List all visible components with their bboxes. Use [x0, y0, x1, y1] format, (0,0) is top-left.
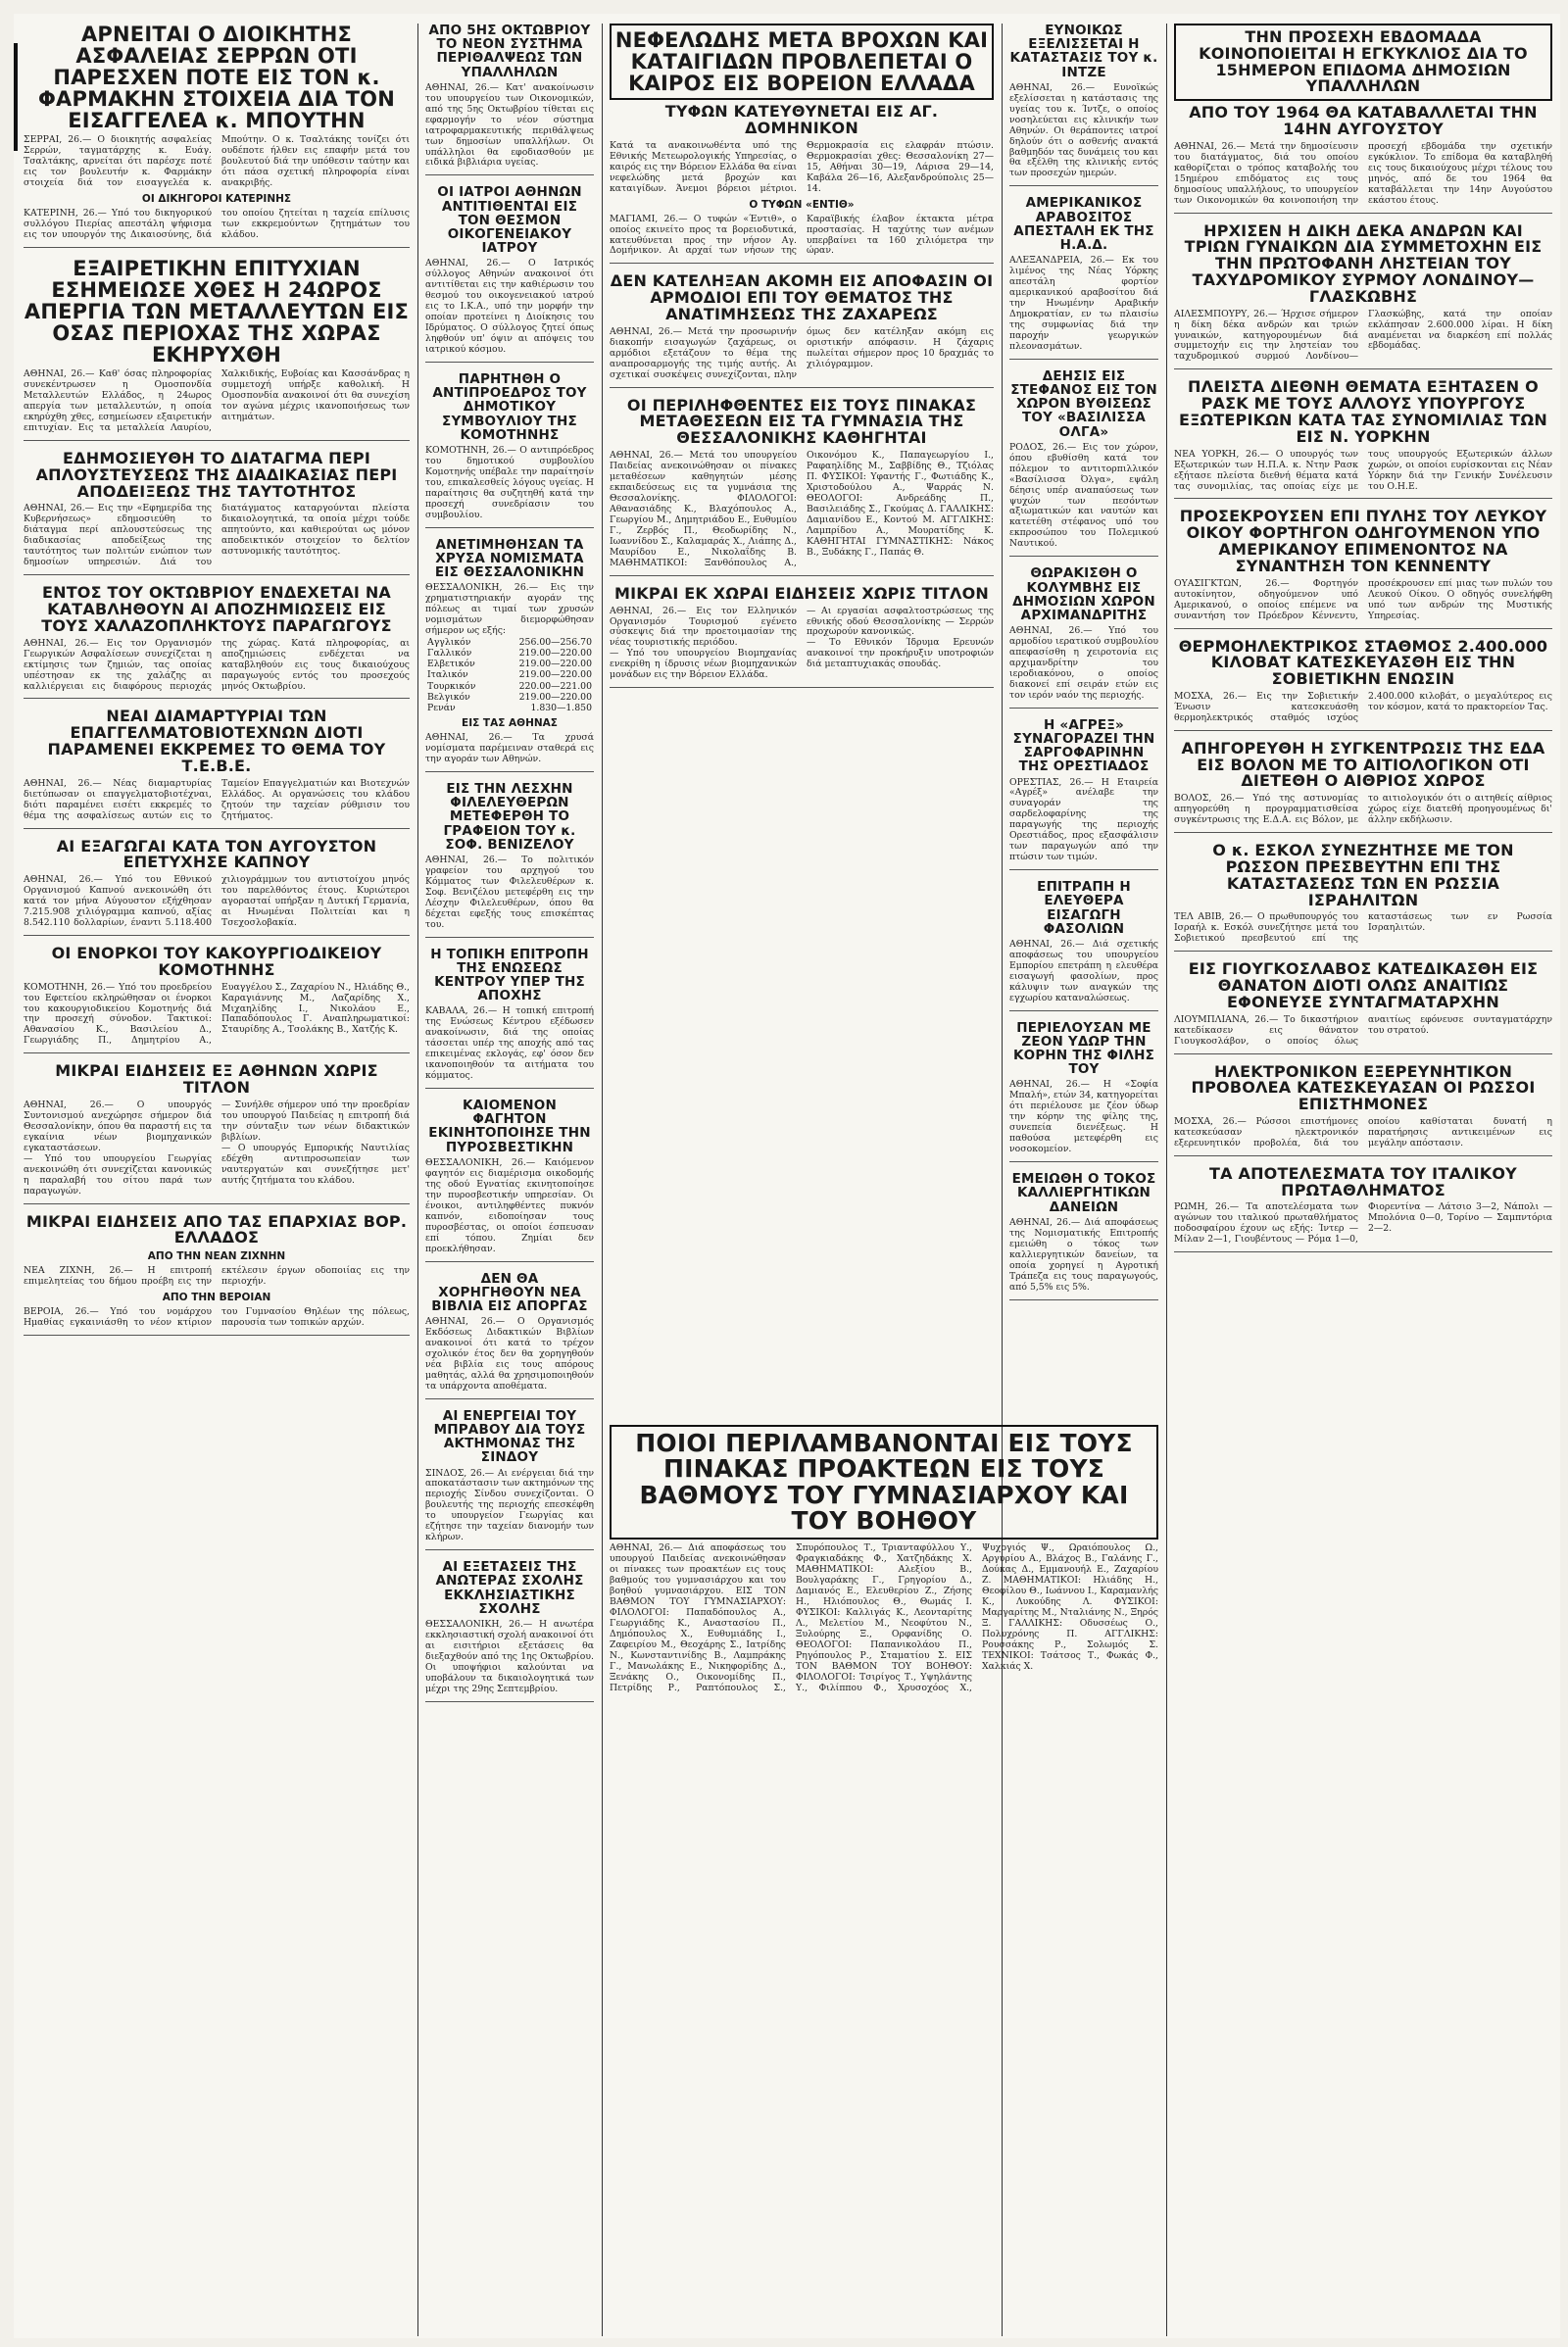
price-row — [425, 681, 594, 692]
article-body: ΑΘΗΝΑΙ, 26.— Μετά την προσωρινήν διακοπήν εισαγωγών ζαχάρεως, οι αρμόδιοι εξετάζουν το θέμα της αναπροσαρμογής της τιμής αυτής. Αι σχετικαί συσκέψεις συνεχίζονται, πλην όμως δεν κατέληξαν ακόμη εις οριστικήν απόφασιν. Η ζάχαρις πωλείται σήμερον προς 10 δραχμάς το χιλιόγραμμον. — [610, 325, 994, 380]
coin-price: 219.00—220.00 — [518, 691, 592, 703]
article — [24, 258, 410, 441]
column-b — [419, 24, 600, 2336]
article — [24, 1211, 410, 1336]
article-body: ΑΘΗΝΑΙ, 26.— Διά αποφάσεως της Νομισματικής Επιτροπής εμειώθη ο τόκος των καλλιεργητικών δανείων, τα οποία χορηγεί η Αγροτική Τράπεζα εις τους παραγωγούς, από 5,5% εις 5%. — [1009, 1216, 1158, 1293]
article — [425, 1099, 594, 1261]
article — [425, 948, 594, 1089]
gold-coin-price-table — [425, 637, 594, 713]
article — [1009, 1172, 1158, 1299]
article-body: ΑΘΗΝΑΙ, 26.— Κατ' ανακοίνωσιν του υπουργείου των Οικονομικών, από της 5ης Οκτωβρίου τίθεται εις εφαρμογήν το νέον σύστημα ιατροφαρμακευτικής περιθάλψεως των δημοσίων υπαλλήλων. Οι υπάλληλοι θα εφοδιασθούν με ειδικά βιβλιάρια υγείας. — [425, 81, 594, 169]
headline: ΑΙ ΕΝΕΡΓΕΙΑΙ ΤΟΥ ΜΠΡΑΒΟΥ ΔΙΑ ΤΟΥΣ ΑΚΤΗΜΟΝΑΣ ΤΗΣ ΣΙΝΔΟΥ — [433, 1407, 586, 1466]
subheading: ΑΠΟ ΤΗΝ ΒΕΡΟΙΑΝ — [162, 1292, 271, 1304]
article-body: ΤΕΛ ΑΒΙΒ, 26.— Ο πρωθυπουργός του Ισραήλ κ. Εσκόλ συνεζήτησε μετά του Σοβιετικού πρεσβευτού επί της καταστάσεως των εν Ρωσσία Ισραηλιτών. — [1174, 911, 1552, 945]
article-body: ΚΟΜΟΤΗΝΗ, 26.— Υπό του προεδρείου του Εφετείου εκληρώθησαν οι ένορκοι του κακουργιοδικείου Κομοτηνής διά την προσεχή σύνοδον. Τακτικοί: Αθανασίου Κ., Βασιλείου Δ., Γεωργιάδης Π., Δημητρίου Α., Ευαγγέλου Σ., Ζαχαρίου Ν., Ηλιάδης Θ., Καραγιάννης Μ., Λαζαρίδης Χ., Μιχαηλίδης Ι., Νικολάου Ε., Παπαδόπουλος Γ. Αναπληρωματικοί: Σταυρίδης Α., Τσολάκης Β., Χατζής Κ. — [24, 981, 410, 1047]
article — [1174, 1061, 1552, 1156]
price-row — [425, 703, 594, 713]
wide-article-block — [604, 1425, 1164, 2336]
article-body: ΑΘΗΝΑΙ, 26.— Διά αποφάσεως του υπουργού Παιδείας ανεκοινώθησαν οι πίνακες των προακτέων εις τους βαθμούς του γυμνασιάρχου και του βοηθού γυμνασιάρχου. ΕΙΣ ΤΟΝ ΒΑΘΜΟΝ ΤΟΥ ΓΥΜΝΑΣΙΑΡΧΟΥ: ΦΙΛΟΛΟΓΟΙ: Παπαδόπουλος Α., Γεωργιάδης Κ., Αναστασίου Π., Δημόπουλος Χ., Ευθυμιάδης Ι., Ζαφειρίου Μ., Θεοχάρης Σ., Ιατρίδης Ν., Κωνσταντινίδης Β., Λαμπράκης Γ., Μανωλάκης Ε., Νικηφορίδης Δ., Ξενάκης Ο., Οικονομίδης Π., Πετρίδης Ρ., Ραπτόπουλος Σ., Σπυρόπουλος Τ., Τριανταφύλλου Υ., Φραγκιαδάκης Φ., Χατζηδάκης Χ. ΜΑΘΗΜΑΤΙΚΟΙ: Αλεξίου Β., Βουλγαράκης Γ., Γρηγορίου Δ., Δαμιανός Ε., Ελευθερίου Ζ., Ζήσης Η., Ηλιόπουλος Θ., Θωμάς Ι. ΦΥΣΙΚΟΙ: Καλλιγάς Κ., Λεονταρίτης Λ., Μελετίου Μ., Νεοφύτου Ν., Ξυλούρης Ξ., Ορφανίδης Ο. ΘΕΟΛΟΓΟΙ: Παπανικολάου Π., Ρηγόπουλος Ρ., Σταματίου Σ. ΕΙΣ ΤΟΝ ΒΑΘΜΟΝ ΤΟΥ ΒΟΗΘΟΥ: ΦΙΛΟΛΟΓΟΙ: Τσιρίγος Τ., Υψηλάντης Υ., Φιλίππου Φ., Χρυσοχόος Χ., Ψυχογιός Ψ., Ωραιόπουλος Ω., Αργυρίου Α., Βλάχος Β., Γαλάνης Γ., Δούκας Δ., Εμμανουήλ Ε., Ζαχαρίου Ζ. ΜΑΘΗΜΑΤΙΚΟΙ: Ηλιάδης Η., Θεοφίλου Θ., Ιωάννου Ι., Καραμανλής Κ., Λυκούδης Λ. ΦΥΣΙΚΟΙ: Μαργαρίτης Μ., Νταλιάνης Ν., Ξηρός Ξ. ΓΑΛΛΙΚΗΣ: Οδυσσέως Ο., Πολυχρόνης Π. ΑΓΓΛΙΚΗΣ: Ρουσσάκης Ρ., Σολωμός Σ. ΤΕΧΝΙΚΟΙ: Τσάτσος Τ., Φωκάς Φ., Χαλκιάς Χ. — [610, 1542, 1158, 1693]
column-d — [1004, 24, 1164, 1415]
headline: ΜΙΚΡΑΙ ΕΙΔΗΣΕΙΣ ΕΞ ΑΘΗΝΩΝ ΧΩΡΙΣ ΤΙΤΛΟΝ — [55, 1061, 378, 1098]
headline: ΤΑ ΑΠΟΤΕΛΕΣΜΑΤΑ ΤΟΥ ΙΤΑΛΙΚΟΥ ΠΡΩΤΑΘΛΗΜΑΤΟΣ — [1209, 1163, 1517, 1199]
subheading: ΑΠΟ ΤΗΝ ΝΕΑΝ ΖΙΧΝΗΝ — [147, 1250, 286, 1263]
coin-price: 220.00—221.00 — [518, 680, 592, 692]
article-body: ΑΘΗΝΑΙ, 26.— Μετά την δημοσίευσιν του διατάγματος, διά του οποίου καθορίζεται ο τρόπος καταβολής του 15ημέρου επιδόματος εις τους δημοσίους υπαλλήλους, το υπουργείον των Οικονομικών θα κοινοποιήση την προσεχή εβδομάδα την σχετικήν εγκύκλιον. Το επίδομα θα καταβληθή εις τους δικαιούχους μέχρι τέλους του μηνός, από δε του 1964 θα καταβάλλεται την 14ην Αυγούστου εκάστου έτους. — [1174, 140, 1552, 206]
coin-price: 1.830—1.850 — [530, 702, 592, 713]
article-body: Κατά τα ανακοινωθέντα υπό της Εθνικής Μετεωρολογικής Υπηρεσίας, ο καιρός εις την Βόρειον Ελλάδα θα είναι νεφελώδης μετά βροχών και καταιγίδων. Άνεμοι βόρειοι μέτριοι. Θερμοκρασία εις ελαφράν πτώσιν. Θερμοκρασίαι χθες: Θεσσαλονίκη 27—15, Αθήναι 30—19, Λάρισα 29—14, Καβάλα 26—16, Αλεξανδρούπολις 25—14. — [610, 139, 994, 194]
article — [1174, 24, 1552, 214]
article — [610, 1425, 1158, 1700]
article-body: ΑΘΗΝΑΙ, 26.— Μετά του υπουργείου Παιδείας ανεκοινώθησαν οι πίνακες μεταθέσεων καθηγητών μέσης εκπαιδεύσεως εις τα γυμνάσια της Θεσσαλονίκης. ΦΙΛΟΛΟΓΟΙ: Αθανασιάδης Κ., Βλαχόπουλος Α., Γεωργίου Μ., Δημητριάδου Ε., Ευθυμίου Γ., Ζερβός Π., Θεοδωρίδης Ν., Ιωαννίδου Σ., Καλαμαράς Χ., Λιάπης Δ., Μαυρίδου Ε., Νικολαΐδης Β. ΜΑΘΗΜΑΤΙΚΟΙ: Ξανθόπουλος Α., Οικονόμου Κ., Παπαγεωργίου Ι., Ραφαηλίδης Μ., Σαββίδης Θ., Τζιόλας Π. ΦΥΣΙΚΟΙ: Υφαντής Γ., Φωτιάδης Κ., Χριστοδούλου Α., Ψαρράς Ν. ΘΕΟΛΟΓΟΙ: Ανδρεάδης Π., Βασιλειάδης Σ., Γκούμας Δ. ΓΑΛΛΙΚΗΣ: Δαμιανίδου Ε., Κοντού Μ. ΑΓΓΛΙΚΗΣ: Λαμπρίδου Α., Μουρατίδης Κ. ΚΑΘΗΓΗΤΑΙ ΓΥΜΝΑΣΤΙΚΗΣ: Νάκος Β., Ξυδάκης Γ., Παπάς Θ. — [610, 450, 994, 568]
headline: ΤΗΝ ΠΡΟΣΕΧΗ ΕΒΔΟΜΑΔΑ ΚΟΙΝΟΠΟΙΕΙΤΑΙ Η ΕΓΚΥΚΛΙΟΣ ΔΙΑ ΤΟ 15ΗΜΕΡΟΝ ΕΠΙΔΟΜΑ ΔΗΜΟΣΙΩΝ ΥΠΑΛΛΗΛΩΝ — [1174, 24, 1552, 101]
headline: ΠΡΟΣΕΚΡΟΥΣΕΝ ΕΠΙ ΠΥΛΗΣ ΤΟΥ ΛΕΥΚΟΥ ΟΙΚΟΥ ΦΟΡΤΗΓΟΝ ΟΔΗΓΟΥΜΕΝΟΝ ΥΠΟ ΑΜΕΡΙΚΑΝΟΥ ΕΠΙΜΕΝΟΝΤΟΣ ΝΑ ΣΥΝΑΝΤΗΣΗ ΤΟΝ ΚΕΝΝΕΝΤΥ — [1179, 507, 1547, 575]
headline: ΠΟΙΟΙ ΠΕΡΙΛΑΜΒΑΝΟΝΤΑΙ ΕΙΣ ΤΟΥΣ ΠΙΝΑΚΑΣ ΠΡΟΑΚΤΕΩΝ ΕΙΣ ΤΟΥΣ ΒΑΘΜΟΥΣ ΤΟΥ ΓΥΜΝΑΣΙΑΡΧΟΥ ΚΑΙ ΤΟΥ ΒΟΗΘΟΥ — [610, 1425, 1158, 1540]
article — [1174, 220, 1552, 370]
article — [1174, 509, 1552, 628]
coin-price: 219.00—220.00 — [518, 669, 592, 681]
column-rule — [417, 24, 418, 2336]
coin-name: Τουρκικόν — [427, 680, 476, 692]
article — [1009, 196, 1158, 359]
article-body: ΘΕΣΣΑΛΟΝΙΚΗ, 26.— Η ανωτέρα εκκλησιαστική σχολή ανακοινοί ότι αι εισιτήριοι εξετάσεις θα διεξαχθούν από της 1ης Οκτωβρίου. Οι υποψήφιοι καλούνται να υποβάλουν τα δικαιολογητικά των μέχρι της 29ης Σεπτεμβρίου. — [425, 1618, 594, 1694]
article — [24, 943, 410, 1053]
headline: ΘΕΡΜΟΗΛΕΚΤΡΙΚΟΣ ΣΤΑΘΜΟΣ 2.400.000 ΚΙΛΟΒΑΤ ΚΑΤΕΣΚΕΥΑΣΘΗ ΕΙΣ ΤΗΝ ΣΟΒΙΕΤΙΚΗΝ ΕΝΩΣΙΝ — [1178, 636, 1548, 689]
headline-secondary: ΤΥΦΩΝ ΚΑΤΕΥΘΥΝΕΤΑΙ ΕΙΣ ΑΓ. ΔΟΜΗΝΙΚΟΝ — [664, 102, 939, 137]
article-body: ΘΕΣΣΑΛΟΝΙΚΗ, 26.— Εις την χρηματιστηριακήν αγοράν της πόλεως αι τιμαί των χρυσών νομισμάτων διεμορφώθησαν σήμερον ως εξής: — [425, 582, 594, 637]
article — [425, 185, 594, 363]
article-body: ΑΘΗΝΑΙ, 26.— Ο Ιατρικός σύλλογος Αθηνών ανακοινοί ότι αντιτίθεται εις την καθιέρωσιν του θεσμού του οικογενειακού ιατρού εις το Ι.Κ.Α., υπό την μορφήν την οποίαν προτείνει η Διοίκησις του Ιδρύματος. Ο σύλλογος ζητεί όπως ληφθούν υπ' όψιν αι απόψεις του ιατρικού κόσμου. — [425, 258, 594, 356]
headline: ΑΙ ΕΞΕΤΑΣΕΙΣ ΤΗΣ ΑΝΩΤΕΡΑΣ ΣΧΟΛΗΣ ΕΚΚΛΗΣΙΑΣΤΙΚΗΣ ΣΧΟΛΗΣ — [435, 1559, 584, 1617]
article-body: ΚΑΤΕΡΙΝΗ, 26.— Υπό του δικηγορικού συλλόγου Πιερίας απεστάλη ψήφισμα εις τον υπουργόν της Δικαιοσύνης, διά του οποίου ζητείται η ταχεία επίλυσις των εκκρεμούντων ζητημάτων του κλάδου. — [24, 208, 410, 241]
article — [1174, 738, 1552, 833]
article-body: ΑΘΗΝΑΙ, 26.— Εις τον Ελληνικόν Οργανισμόν Τουρισμού εγένετο σύσκεψις διά την προετοιμασίαν της νέας τουριστικής περιόδου. — Υπό του υπουργείου Βιομηχανίας ενεκρίθη η ίδρυσις νέων βιομηχανικών μονάδων εις την Βόρειον Ελλάδα. — Αι εργασίαι ασφαλτοστρώσεως της εθνικής οδού Θεσσαλονίκης — Σερρών προχωρούν κανονικώς. — Το Εθνικόν Ίδρυμα Ερευνών ανακοινοί την προκήρυξιν υποτροφιών διά μεταπτυχιακάς σπουδάς. — [610, 605, 994, 681]
headline: ΑΝΕΤΙΜΗΘΗΣΑΝ ΤΑ ΧΡΥΣΑ ΝΟΜΙΣΜΑΤΑ ΕΙΣ ΘΕΣΣΑΛΟΝΙΚΗΝ — [434, 536, 585, 580]
headline: ΔΕΝ ΘΑ ΧΟΡΗΓΗΘΟΥΝ ΝΕΑ ΒΙΒΛΙΑ ΕΙΣ ΑΠΟΡΓΑΣ — [431, 1270, 588, 1314]
article — [1174, 1163, 1552, 1252]
article-body: ΑΘΗΝΑΙ, 26.— Καθ' όσας πληροφορίας συνεκέντρωσεν η Ομοσπονδία Μεταλλευτών Ελλάδος, η 24ωρος απεργία των μεταλλευτών, η οποία εκηρύχθη χθες, εσημείωσεν εξαιρετικήν επιτυχίαν. Εις τα μεταλλεία Λαυρίου, Χαλκιδικής, Ευβοίας και Κασσάνδρας η συμμετοχή υπήρξε καθολική. Η Ομοσπονδία ανακοινοί ότι θα συνεχίση τον αγώνα μέχρις ικανοποιήσεως των αιτημάτων. — [24, 368, 410, 434]
article-body: ΒΕΡΟΙΑ, 26.— Υπό του νομάρχου Ημαθίας εγκαινιάσθη το νέον κτίριον του Γυμνασίου Θηλέων της πόλεως, παρουσία των τοπικών αρχών. — [24, 1306, 410, 1329]
headline: Η «ΑΓΡΕΞ» ΣΥΝΑΓΟΡΑΖΕΙ ΤΗΝ ΣΑΡΓΟΦΑΡΙΝΗΝ ΤΗΣ ΟΡΕΣΤΙΑΔΟΣ — [1012, 716, 1155, 775]
article-body: ΚΟΜΟΤΗΝΗ, 26.— Ο αντιπρόεδρος του δημοτικού συμβουλίου Κομοτηνής υπέβαλε την παραίτησίν του, επικαλεσθείς λόγους υγείας. Η παραίτησις θα συζητηθή κατά την προσεχή συνεδρίασιν του συμβουλίου. — [425, 444, 594, 520]
article — [24, 585, 410, 699]
headline: ΑΜΕΡΙΚΑΝΙΚΟΣ ΑΡΑΒΟΣΙΤΟΣ ΑΠΕΣΤΑΛΗ ΕΚ ΤΗΣ Η.Α.Δ. — [1013, 195, 1154, 253]
article-body: ΑΘΗΝΑΙ, 26.— Το πολιτικόν γραφείον του αρχηγού του Κόμματος των Φιλελευθέρων κ. Σοφ. Βενιζέλου μετεφέρθη εις την Λέσχην Φιλελευθέρων, όπου θα δέχεται εφεξής τους επισκέπτας του. — [425, 854, 594, 930]
column-a — [18, 24, 416, 2336]
article-body: ΜΑΓΙΑΜΙ, 26.— Ο τυφών «Έντιθ», ο οποίος εκινείτο προς τα βορειοδυτικά, κατευθύνεται προς την νήσον Αγ. Δομήνικον. Αι αρχαί των νήσων της Καραϊβικής έλαβον έκτακτα μέτρα προστασίας. Η ταχύτης των ανέμων υπερβαίνει τα 160 χιλιόμετρα την ώραν. — [610, 213, 994, 257]
subheading: Ο ΤΥΦΩΝ «ΕΝΤΙΘ» — [749, 198, 855, 211]
headline: ΟΙ ΕΝΟΡΚΟΙ ΤΟΥ ΚΑΚΟΥΡΓΙΟΔΙΚΕΙΟΥ ΚΟΜΟΤΗΝΗΣ — [51, 943, 382, 979]
column-rule — [1166, 24, 1167, 2336]
article-body: ΒΟΛΟΣ, 26.— Υπό της αστυνομίας απηγορεύθη η προγραμματισθείσα συγκέντρωσις της Ε.Δ.Α. εις Βόλον, με το αιτιολογικόν ότι ο αιτηθείς αίθριος χώρος είχε διατεθή προηγουμένως δι' άλλην εκδήλωσιν. — [1174, 793, 1552, 826]
article-body: ΑΘΗΝΑΙ, 26.— Νέας διαμαρτυρίας διετύπωσαν οι επαγγελματοβιοτέχναι, διότι παραμένει εισέτι εκκρεμές το θέμα της ασφαλίσεως αυτών εις το Ταμείον Επαγγελματιών και Βιοτεχνών Ελλάδος. Αι οργανώσεις του κλάδου ζητούν την ταχείαν ρύθμισιν του ζητήματος. — [24, 777, 410, 821]
article — [610, 24, 994, 264]
headline-secondary: ΑΠΟ ΤΟΥ 1964 ΘΑ ΚΑΤΑΒΑΛΛΕΤΑΙ ΤΗΝ 14ΗΝ ΑΥΓΟΥΣΤΟΥ — [1189, 103, 1538, 138]
headline: ΝΕΑΙ ΔΙΑΜΑΡΤΥΡΙΑΙ ΤΩΝ ΕΠΑΓΓΕΛΜΑΤΟΒΙΟΤΕΧΝΩΝ ΔΙΟΤΙ ΠΑΡΑΜΕΝΕΙ ΕΚΚΡΕΜΕΣ ΤΟ ΘΕΜΑ ΤΟΥ Τ.Ε.Β.Ε. — [47, 707, 386, 775]
article-body: ΑΘΗΝΑΙ, 26.— Υπό του αρμοδίου ιερατικού συμβουλίου απεφασίσθη η χειροτονία εις αρχιμανδρίτην του ιεροδιακόνου, ο οποίος διακονεί επί σειράν ετών εις τον ιερόν ναόν της περιοχής. — [1009, 625, 1158, 701]
article — [1009, 369, 1158, 558]
headline: ΔΕΗΣΙΣ ΕΙΣ ΣΤΕΦΑΝΟΣ ΕΙΣ ΤΟΝ ΧΩΡΟΝ ΒΥΘΙΣΕΩΣ ΤΟΥ «ΒΑΣΙΛΙΣΣΑ ΟΛΓΑ» — [1010, 367, 1157, 440]
headline: ΟΙ ΙΑΤΡΟΙ ΑΘΗΝΩΝ ΑΝΤΙΤΙΘΕΝΤΑΙ ΕΙΣ ΤΟΝ ΘΕΣΜΟΝ ΟΙΚΟΓΕΝΕΙΑΚΟΥ ΙΑΤΡΟΥ — [437, 184, 582, 257]
article — [425, 24, 594, 175]
article — [1174, 961, 1552, 1053]
article-body: ΑΘΗΝΑΙ, 26.— Υπό του Εθνικού Οργανισμού Καπνού ανεκοινώθη ότι κατά τον μήνα Αύγουστον εξήχθησαν 7.215.908 χιλιόγραμμα καπνού, αξίας 8.542.110 δολλαρίων, έναντι 5.118.400 χιλιογράμμων του αντιστοίχου μηνός του παρελθόντος έτους. Κυριώτεροι αγορασταί υπήρξαν η Δυτική Γερμανία, αι Ηνωμέναι Πολιτείαι και η Τσεχοσλοβακία. — [24, 874, 410, 928]
price-row — [425, 669, 594, 680]
article — [1009, 566, 1158, 708]
article — [425, 1272, 594, 1399]
article — [1174, 843, 1552, 952]
headline: ΑΠΟ 5ΗΣ ΟΚΤΩΒΡΙΟΥ ΤΟ ΝΕΟΝ ΣΥΣΤΗΜΑ ΠΕΡΙΘΑΛΨΕΩΣ ΤΩΝ ΥΠΑΛΛΗΛΩΝ — [428, 24, 591, 80]
article-body: ΑΘΗΝΑΙ, 26.— Ο υπουργός Συντονισμού ανεχώρησε σήμερον διά Θεσσαλονίκην, όπου θα παραστή εις τα εγκαίνια νέων βιομηχανικών εγκαταστάσεων. — Υπό του υπουργείου Γεωργίας ανεκοινώθη ότι συνεχίζεται κανονικώς η παραλαβή του σίτου παρά των παραγωγών. — Συνήλθε σήμερον υπό την προεδρίαν του υπουργού Παιδείας η επιτροπή διά την σύνταξιν των νέων διδακτικών βιβλίων. — Ο υπουργός Εμπορικής Ναυτιλίας εδέχθη αντιπροσωπείαν των ναυτεργατών και συνεζήτησε μετ' αυτής ζητήματα του κλάδου. — [24, 1099, 410, 1197]
headline: ΕΠΙΤΡΑΠΗ Η ΕΛΕΥΘΕΡΑ ΕΙΣΑΓΩΓΗ ΦΑΣΟΛΙΩΝ — [1037, 879, 1131, 937]
headline: ΕΞΑΙΡΕΤΙΚΗΝ ΕΠΙΤΥΧΙΑΝ ΕΣΗΜΕΙΩΣΕ ΧΘΕΣ Η 24ΩΡΟΣ ΑΠΕΡΓΙΑ ΤΩΝ ΜΕΤΑΛΛΕΥΤΩΝ ΕΙΣ ΟΣΑΣ ΠΕΡΙΟΧΑΣ ΤΗΣ ΧΩΡΑΣ ΕΚΗΡΥΧΘΗ — [24, 256, 410, 367]
article-body: ΑΘΗΝΑΙ, 26.— Ο Οργανισμός Εκδόσεως Διδακτικών Βιβλίων ανακοινοί ότι κατά το τρέχον σχολικόν έτος δεν θα χορηγηθούν νέα βιβλία εις τους απόρους μαθητάς, αλλά θα χρησιμοποιηθούν τα υπάρχοντα αποθέματα. — [425, 1316, 594, 1392]
article — [1009, 718, 1158, 870]
column-c — [604, 24, 1000, 1415]
headline: ΑΙ ΕΞΑΓΩΓΑΙ ΚΑΤΑ ΤΟΝ ΑΥΓΟΥΣΤΟΝ ΕΠΕΤΥΧΗΣΕ ΚΑΠΝΟΥ — [56, 836, 377, 872]
article-body: ΜΟΣΧΑ, 26.— Εις την Σοβιετικήν Ένωσιν κατεσκευάσθη θερμοηλεκτρικός σταθμός ισχύος 2.400.000 κιλοβάτ, ο μεγαλύτερος εις τον κόσμον, κατά το πρακτορείον Τας. — [1174, 690, 1552, 723]
headline: ΟΙ ΠΕΡΙΛΗΦΘΕΝΤΕΣ ΕΙΣ ΤΟΥΣ ΠΙΝΑΚΑΣ ΜΕΤΑΘΕΣΕΩΝ ΕΙΣ ΤΑ ΓΥΜΝΑΣΙΑ ΤΗΣ ΘΕΣΣΑΛΟΝΙΚΗΣ ΚΑΘΗΓΗΤΑΙ — [626, 395, 977, 448]
headline: ΚΑΙΟΜΕΝΟΝ ΦΑΓΗΤΟΝ ΕΚΙΝΗΤΟΠΟΙΗΣΕ ΤΗΝ ΠΥΡΟΣΒΕΣΤΙΚΗΝ — [428, 1098, 591, 1155]
article-body: ΘΕΣΣΑΛΟΝΙΚΗ, 26.— Καιόμενον φαγητόν εις διαμέρισμα οικοδομής της οδού Εγνατίας εκινητοποίησε την πυροσβεστικήν υπηρεσίαν. Οι ένοικοι, αντιληφθέντες πυκνόν καπνόν, ειδοποίησαν τους πυροσβέστας, οι οποίοι έσπευσαν επί τόπου. Ζημίαι δεν προεκλήθησαν. — [425, 1156, 594, 1254]
headline: ΗΡΧΙΣΕΝ Η ΔΙΚΗ ΔΕΚΑ ΑΝΔΡΩΝ ΚΑΙ ΤΡΙΩΝ ΓΥΝΑΙΚΩΝ ΔΙΑ ΣΥΜΜΕΤΟΧΗΝ ΕΙΣ ΤΗΝ ΠΡΩΤΟΦΑΝΗ ΛΗΣΤΕΙΑΝ ΤΟΥ ΤΑΧΥΔΡΟΜΙΚΟΥ ΣΥΡΜΟΥ ΛΟΝΔΙΝΟΥ—ΓΛΑΣΚΩΒΗΣ — [1184, 220, 1543, 306]
article — [425, 782, 594, 938]
headline: Η ΤΟΠΙΚΗ ΕΠΙΤΡΟΠΗ ΤΗΣ ΕΝΩΣΕΩΣ ΚΕΝΤΡΟΥ ΥΠΕΡ ΤΗΣ ΑΠΟΧΗΣ — [430, 946, 589, 1004]
article — [425, 1409, 594, 1550]
article-body: ΡΩΜΗ, 26.— Τα αποτελέσματα των αγώνων του ιταλικού πρωταθλήματος ποδοσφαίρου έχουν ως εξής: Ίντερ — Μίλαν 2—1, Γιουβέντους — Ρόμα 1—0, Φιορεντίνα — Λάτσιο 3—2, Νάπολι — Μπολόνια 0—0, Τορίνο — Σαμπντόρια 2—2. — [1174, 1201, 1552, 1246]
article-body: ΚΑΒΑΛΑ, 26.— Η τοπική επιτροπή της Ενώσεως Κέντρου εξέδωσεν ανακοίνωσιν, διά της οποίας τάσσεται υπέρ της αποχής από τας επικειμένας εκλογάς, εφ' όσον δεν ικανοποιηθούν τα αιτήματα του κόμματος. — [425, 1005, 594, 1082]
article-body: ΣΙΝΔΟΣ, 26.— Αι ενέργειαι διά την αποκατάστασιν των ακτημόνων της περιοχής Σίνδου συνεχίζονται. Ο βουλευτής της περιοχής επεσκέφθη το υπουργείον Γεωργίας και εζήτησε την ταχείαν διανομήν των κλήρων. — [425, 1467, 594, 1543]
coin-price: 256.00—256.70 — [518, 637, 592, 649]
article-body: ΟΡΕΣΤΙΑΣ, 26.— Η Εταιρεία «Αγρέξ» ανέλαβε την συναγοράν της σαρδελοφαρίνης της παραγωγής της περιοχής Ορεστιάδος, προς εξασφάλισιν των παραγωγών από την πτώσιν των τιμών. — [1009, 776, 1158, 863]
subheading: ΕΙΣ ΤΑΣ ΑΘΗΝΑΣ — [462, 717, 558, 730]
article-body: ΑΘΗΝΑΙ, 26.— Ευνοϊκώς εξελίσσεται η κατάστασις της υγείας του κ. Ίντζε, ο οποίος νοσηλεύεται εις κλινικήν των Αθηνών. Οι θεράποντες ιατροί δηλούν ότι ο ασθενής ανακτά βαθμηδόν τας δυνάμεις του και θα εξέλθη της κλινικής εντός των προσεχών ημερών. — [1009, 81, 1158, 179]
article-body: ΑΘΗΝΑΙ, 26.— Εις τον Οργανισμόν Γεωργικών Ασφαλίσεων συνεχίζεται η εκτίμησις των ζημιών, τας οποίας υπέστησαν εκ της χαλάζης αι καλλιέργειαι εις διαφόρους περιοχάς της χώρας. Κατά πληροφορίας, αι αποζημιώσεις ενδέχεται να καταβληθούν εις τους δικαιούχους παραγωγούς εντός του προσεχούς μηνός Οκτωβρίου. — [24, 637, 410, 692]
headline: ΕΥΝΟΙΚΩΣ ΕΞΕΛΙΣΣΕΤΑΙ Η ΚΑΤΑΣΤΑΣΙΣ ΤΟΥ κ. ΙΝΤΖΕ — [1009, 24, 1158, 80]
article-body: ΝΕΑ ΥΟΡΚΗ, 26.— Ο υπουργός των Εξωτερικών των Η.Π.Α. κ. Ντην Ρασκ εξήτασε πλείστα διεθνή θέματα κατά τας συνομιλίας, τας οποίας είχε με τους υπουργούς Εξωτερικών άλλων χωρών, οι οποίοι ευρίσκονται εις Νέαν Υόρκην διά την Γενικήν Συνέλευσιν του Ο.Η.Ε. — [1174, 448, 1552, 492]
newspaper-page — [14, 14, 1560, 2338]
column-rule — [602, 24, 603, 2336]
article-body: ΑΘΗΝΑΙ, 26.— Η «Σοφία Μπαλή», ετών 34, κατηγορείται ότι περιέλουσε με ζέον ύδωρ την κόρην της φίλης της, συνεπεία διενέξεως. Η παθούσα μετεφέρθη εις νοσοκομείον. — [1009, 1079, 1158, 1155]
article — [1009, 24, 1158, 186]
headline: ΘΩΡΑΚΙΣΘΗ Ο ΚΟΛΥΜΒΗΣ ΕΙΣ ΔΗΜΟΣΙΩΝ ΧΩΡΟΝ ΑΡΧΙΜΑΝΔΡΙΤΗΣ — [1012, 565, 1155, 623]
article — [610, 395, 994, 576]
coin-price: 219.00—220.00 — [518, 659, 592, 670]
article-body: ΑΘΗΝΑΙ, 26.— Εις την «Εφημερίδα της Κυβερνήσεως» εδημοσιεύθη το διάταγμα περί απλουστεύσεως της διαδικασίας αποδείξεως της ταυτότητος των πολιτών ενώπιον των δημοσίων υπηρεσιών. Διά του διατάγματος καταργούνται πλείστα δικαιολογητικά, τα οποία μέχρι τούδε απητούντο, και καθιερούται ως μόνον αποδεικτικόν στοιχείον το δελτίον αστυνομικής ταυτότητος. — [24, 503, 410, 568]
article-body: ΑΘΗΝΑΙ, 26.— Διά σχετικής αποφάσεως του υπουργείου Εμπορίου επετράπη η ελευθέρα εισαγωγή φασολίων, προς κάλυψιν των αναγκών της εγχωρίου καταναλώσεως. — [1009, 938, 1158, 1003]
article-body: ΝΕΑ ΖΙΧΝΗ, 26.— Η επιτροπή επιμελητείας του δήμου προέβη εις την εκτέλεσιν έργων οδοποιίας εις την περιοχήν. — [24, 1265, 410, 1288]
price-row — [425, 659, 594, 669]
article — [24, 451, 410, 575]
article-body: ΣΕΡΡΑΙ, 26.— Ο διοικητής ασφαλείας Σερρών, ταγματάρχης κ. Ευάγ. Τσαλτάκης, αρνείται ότι παρέσχε ποτέ εις τον βουλευτήν κ. Φαρμάκην στοιχεία διά τον εισαγγελέα κ. Μπούτην. Ο κ. Τσαλτάκης τονίζει ότι ουδέποτε ήλθεν εις επαφήν μετά του βουλευτού διά την υπόθεσιν ταύτην και ότι πάσα σχετική πληροφορία είναι ανακριβής. — [24, 134, 410, 189]
article — [425, 372, 594, 528]
article — [1174, 636, 1552, 731]
headline: ΕΜΕΙΩΘΗ Ο ΤΟΚΟΣ ΚΑΛΛΙΕΡΓΗΤΙΚΩΝ ΔΑΝΕΙΩΝ — [1011, 1171, 1156, 1215]
price-row — [425, 637, 594, 648]
article — [1009, 880, 1158, 1011]
article — [610, 583, 994, 689]
coin-name: Αγγλικόν — [427, 637, 471, 649]
headline: ΠΕΡΙΕΛΟΥΣΑΝ ΜΕ ΖΕΟΝ ΥΔΩΡ ΤΗΝ ΚΟΡΗΝ ΤΗΣ ΦΙΛΗΣ ΤΟΥ — [1012, 1019, 1155, 1078]
headline: ΗΛΕΚΤΡΟΝΙΚΟΝ ΕΞΕΡΕΥΝΗΤΙΚΟΝ ΠΡΟΒΟΛΕΑ ΚΑΤΕΣΚΕΥΑΣΑΝ ΟΙ ΡΩΣΣΟΙ ΕΠΙΣΤΗΜΟΝΕΣ — [1191, 1061, 1536, 1114]
headline: ΜΙΚΡΑΙ ΕΚ ΧΩΡΑΙ ΕΙΔΗΣΕΙΣ ΧΩΡΙΣ ΤΙΤΛΟΝ — [613, 583, 990, 603]
article — [24, 709, 410, 828]
article-body: ΟΥΑΣΙΓΚΤΩΝ, 26.— Φορτηγόν αυτοκίνητον, οδηγούμενον υπό Αμερικανού, ο οποίος επέμενε να συναντήση τον Πρόεδρον Κέννεντυ, προσέκρουσεν επί μιας των πυλών του Λευκού Οίκου. Ο οδηγός συνελήφθη υπό των ανδρών της Μυστικής Υπηρεσίας. — [1174, 577, 1552, 621]
article — [24, 836, 410, 936]
headline: ΑΠΗΓΟΡΕΥΘΗ Η ΣΥΓΚΕΝΤΡΩΣΙΣ ΤΗΣ ΕΔΑ ΕΙΣ ΒΟΛΟΝ ΜΕ ΤΟ ΑΙΤΙΟΛΟΓΙΚΟΝ ΟΤΙ ΔΙΕΤΕΘΗ Ο ΑΙΘΡΙΟΣ ΧΩΡΟΣ — [1181, 738, 1545, 791]
column-e — [1168, 24, 1558, 2336]
coin-name: Ιταλικόν — [427, 669, 468, 681]
coin-name: Ελβετικόν — [427, 659, 475, 670]
headline: ΜΙΚΡΑΙ ΕΙΔΗΣΕΙΣ ΑΠΟ ΤΑΣ ΕΠΑΡΧΙΑΣ ΒΟΡ. ΕΛΛΑΔΟΣ — [25, 1211, 408, 1247]
article-body: ΑΙΛΕΣΜΠΟΥΡΥ, 26.— Ήρχισε σήμερον η δίκη δέκα ανδρών και τριών γυναικών, κατηγορουμένων διά συμμετοχήν εις την ληστείαν του ταχυδρομικού συρμού Λονδίνου—Γλασκώβης, κατά την οποίαν εκλάπησαν 2.600.000 λίραι. Η δίκη αναμένεται να διαρκέση επί πολλάς εβδομάδας. — [1174, 308, 1552, 363]
article — [24, 1063, 410, 1203]
headline: ΕΔΗΜΟΣΙΕΥΘΗ ΤΟ ΔΙΑΤΑΓΜΑ ΠΕΡΙ ΑΠΛΟΥΣΤΕΥΣΕΩΣ ΤΗΣ ΔΙΑΔΙΚΑΣΙΑΣ ΠΕΡΙ ΑΠΟΔΕΙΞΕΩΣ ΤΗΣ ΤΑΥΤΟΤΗΤΟΣ — [35, 449, 398, 501]
coin-name: Ρενάν — [427, 702, 456, 713]
headline: ΠΑΡΗΤΗΘΗ Ο ΑΝΤΙΠΡΟΕΔΡΟΣ ΤΟΥ ΔΗΜΟΤΙΚΟΥ ΣΥΜΒΟΥΛΙΟΥ ΤΗΣ ΚΟΜΟΤΗΝΗΣ — [432, 371, 587, 443]
headline: ΕΙΣ ΤΗΝ ΛΕΣΧΗΝ ΦΙΛΕΛΕΥΘΕΡΩΝ ΜΕΤΕΦΕΡΘΗ ΤΟ ΓΡΑΦΕΙΟΝ ΤΟΥ κ. ΣΟΦ. ΒΕΝΙΖΕΛΟΥ — [443, 781, 576, 853]
price-row — [425, 648, 594, 659]
article — [610, 273, 994, 387]
headline: ΑΡΝΕΙΤΑΙ Ο ΔΙΟΙΚΗΤΗΣ ΑΣΦΑΛΕΙΑΣ ΣΕΡΡΩΝ ΟΤΙ ΠΑΡΕΣΧΕΝ ΠΟΤΕ ΕΙΣ ΤΟΝ κ. ΦΑΡΜΑΚΗΝ ΣΤΟΙΧΕΙΑ ΔΙΑ ΤΟΝ ΕΙΣΑΓΓΕΛΕΑ κ. ΜΠΟΥΤΗΝ — [37, 24, 395, 133]
headline: ΕΙΣ ΓΙΟΥΓΚΟΣΛΑΒΟΣ ΚΑΤΕΔΙΚΑΣΘΗ ΕΙΣ ΘΑΝΑΤΟΝ ΔΙΟΤΙ ΟΛΩΣ ΑΝΑΙΤΙΩΣ ΕΦΟΝΕΥΣΕ ΣΥΝΤΑΓΜΑΤΑΡΧΗΝ — [1188, 959, 1539, 1011]
article — [425, 538, 594, 772]
article — [1174, 379, 1552, 499]
article-body: ΑΘΗΝΑΙ, 26.— Τα χρυσά νομίσματα παρέμειναν σταθερά εις την αγοράν των Αθηνών. — [425, 732, 594, 765]
article-body: ΡΟΔΟΣ, 26.— Εις τον χώρον, όπου εβυθίσθη κατά τον πόλεμον το αντιτορπιλλικόν «Βασίλισσα Όλγα», εψάλη δέησις υπέρ αναπαύσεως των ψυχών των πεσόντων αξιωματικών και ναυτών και κατετέθη στέφανος υπό του εκπροσώπου του Πολεμικού Ναυτικού. — [1009, 441, 1158, 550]
headline: ΕΝΤΟΣ ΤΟΥ ΟΚΤΩΒΡΙΟΥ ΕΝΔΕΧΕΤΑΙ ΝΑ ΚΑΤΑΒΛΗΘΟΥΝ ΑΙ ΑΠΟΖΗΜΙΩΣΕΙΣ ΕΙΣ ΤΟΥΣ ΧΑΛΑΖΟΠΛΗΚΤΟΥΣ ΠΑΡΑΓΩΓΟΥΣ — [41, 583, 392, 635]
article-body: ΛΙΟΥΜΠΛΙΑΝΑ, 26.— Το δικαστήριον κατεδίκασεν εις θάνατον Γιουγκοσλάβον, ο οποίος όλως αναιτίως εφόνευσε συνταγματάρχην του στρατού. — [1174, 1013, 1552, 1047]
coin-name: Βελγικόν — [427, 691, 470, 703]
price-row — [425, 692, 594, 703]
article — [425, 1560, 594, 1701]
coin-price: 219.00—220.00 — [518, 648, 592, 660]
subheading: ΟΙ ΔΙΚΗΓΟΡΟΙ ΚΑΤΕΡΙΝΗΣ — [141, 193, 292, 206]
article — [24, 24, 410, 248]
article — [1009, 1021, 1158, 1162]
headline: ΝΕΦΕΛΩΔΗΣ ΜΕΤΑ ΒΡΟΧΩΝ ΚΑΙ ΚΑΤΑΙΓΙΔΩΝ ΠΡΟΒΛΕΠΕΤΑΙ Ο ΚΑΙΡΟΣ ΕΙΣ ΒΟΡΕΙΟΝ ΕΛΛΑΔΑ — [610, 24, 994, 100]
coin-name: Γαλλικόν — [427, 648, 472, 660]
article-body: ΑΛΕΞΑΝΔΡΕΙΑ, 26.— Εκ του λιμένος της Νέας Υόρκης απεστάλη φορτίον αμερικανικού αραβοσίτου διά την Ηνωμένην Αραβικήν Δημοκρατίαν, εν τω πλαισίω της συμφωνίας διά την παροχήν γεωργικών πλεονασμάτων. — [1009, 255, 1158, 352]
headline: Ο κ. ΕΣΚΟΛ ΣΥΝΕΖΗΤΗΣΕ ΜΕ ΤΟΝ ΡΩΣΣΟΝ ΠΡΕΣΒΕΥΤΗΝ ΕΠΙ ΤΗΣ ΚΑΤΑΣΤΑΣΕΩΣ ΤΩΝ ΕΝ ΡΩΣΣΙΑ ΙΣΡΑΗΛΙΤΩΝ — [1212, 841, 1514, 909]
headline: ΔΕΝ ΚΑΤΕΛΗΞΑΝ ΑΚΟΜΗ ΕΙΣ ΑΠΟΦΑΣΙΝ ΟΙ ΑΡΜΟΔΙΟΙ ΕΠΙ ΤΟΥ ΘΕΜΑΤΟΣ ΤΗΣ ΑΝΑΤΙΜΗΣΕΩΣ ΤΗΣ ΖΑΧΑΡΕΩΣ — [610, 271, 994, 324]
article-body: ΜΟΣΧΑ, 26.— Ρώσσοι επιστήμονες κατεσκεύασαν ηλεκτρονικόν εξερευνητικόν προβολέα, διά του οποίου καθίσταται δυνατή η παρατήρησις αντικειμένων εις μεγάλην απόστασιν. — [1174, 1115, 1552, 1149]
headline: ΠΛΕΙΣΤΑ ΔΙΕΘΝΗ ΘΕΜΑΤΑ ΕΞΗΤΑΣΕΝ Ο ΡΑΣΚ ΜΕ ΤΟΥΣ ΑΛΛΟΥΣ ΥΠΟΥΡΓΟΥΣ ΕΞΩΤΕΡΙΚΩΝ ΚΑΤΑ ΤΑΣ ΣΥΝΟΜΙΛΙΑΣ ΤΩΝ ΕΙΣ Ν. ΥΟΡΚΗΝ — [1179, 377, 1547, 446]
